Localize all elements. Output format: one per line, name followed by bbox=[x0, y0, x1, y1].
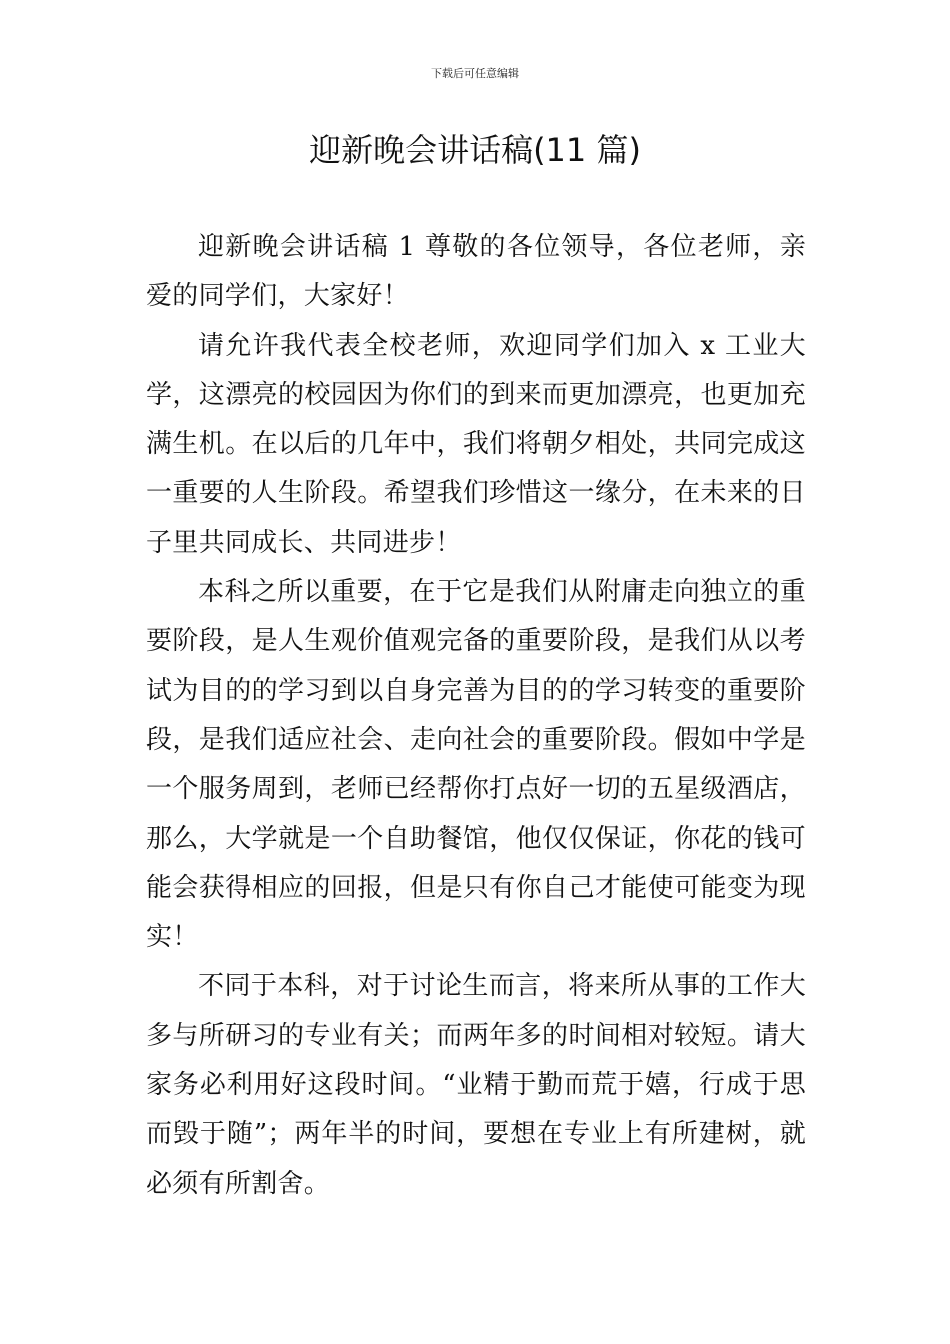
document-body bbox=[146, 223, 806, 1209]
paragraph-1: 迎新晚会讲话稿 1 尊敬的各位领导，各位老师，亲爱的同学们，大家好！ bbox=[146, 232, 806, 312]
header-note: 下载后可任意编辑 bbox=[431, 67, 519, 80]
paragraph-4: 不同于本科，对于讨论生而言，将来所从事的工作大多与所研习的专业有关；而两年多的时间相对较短。请大家务必利用好这段时间。“业精于勤而荒于嬉，行成于思而毁于随”；两年半的时间，要想在专业上有所建树，就必须有所割舍。 bbox=[146, 971, 806, 1199]
paragraph-3: 本科之所以重要，在于它是我们从附庸走向独立的重要阶段，是人生观价值观完备的重要阶段，是我们从以考试为目的的学习到以自身完善为目的的学习转变的重要阶段，是我们适应社会、走向社会的重要阶段。假如中学是一个服务周到，老师已经帮你打点好一切的五星级酒店，那么，大学就是一个自助餐馆，他仅仅保证，你花的钱可能会获得相应的回报，但是只有你自己才能使可能变为现实！ bbox=[146, 577, 806, 953]
paragraph-2: 请允许我代表全校老师，欢迎同学们加入 x 工业大学，这漂亮的校园因为你们的到来而更加漂亮，也更加充满生机。在以后的几年中，我们将朝夕相处，共同完成这一重要的人生阶段。希望我们珍惜这一缘分，在未来的日子里共同成长、共同进步！ bbox=[146, 330, 806, 558]
document-title: 迎新晚会讲话稿(11 篇) bbox=[309, 131, 641, 169]
